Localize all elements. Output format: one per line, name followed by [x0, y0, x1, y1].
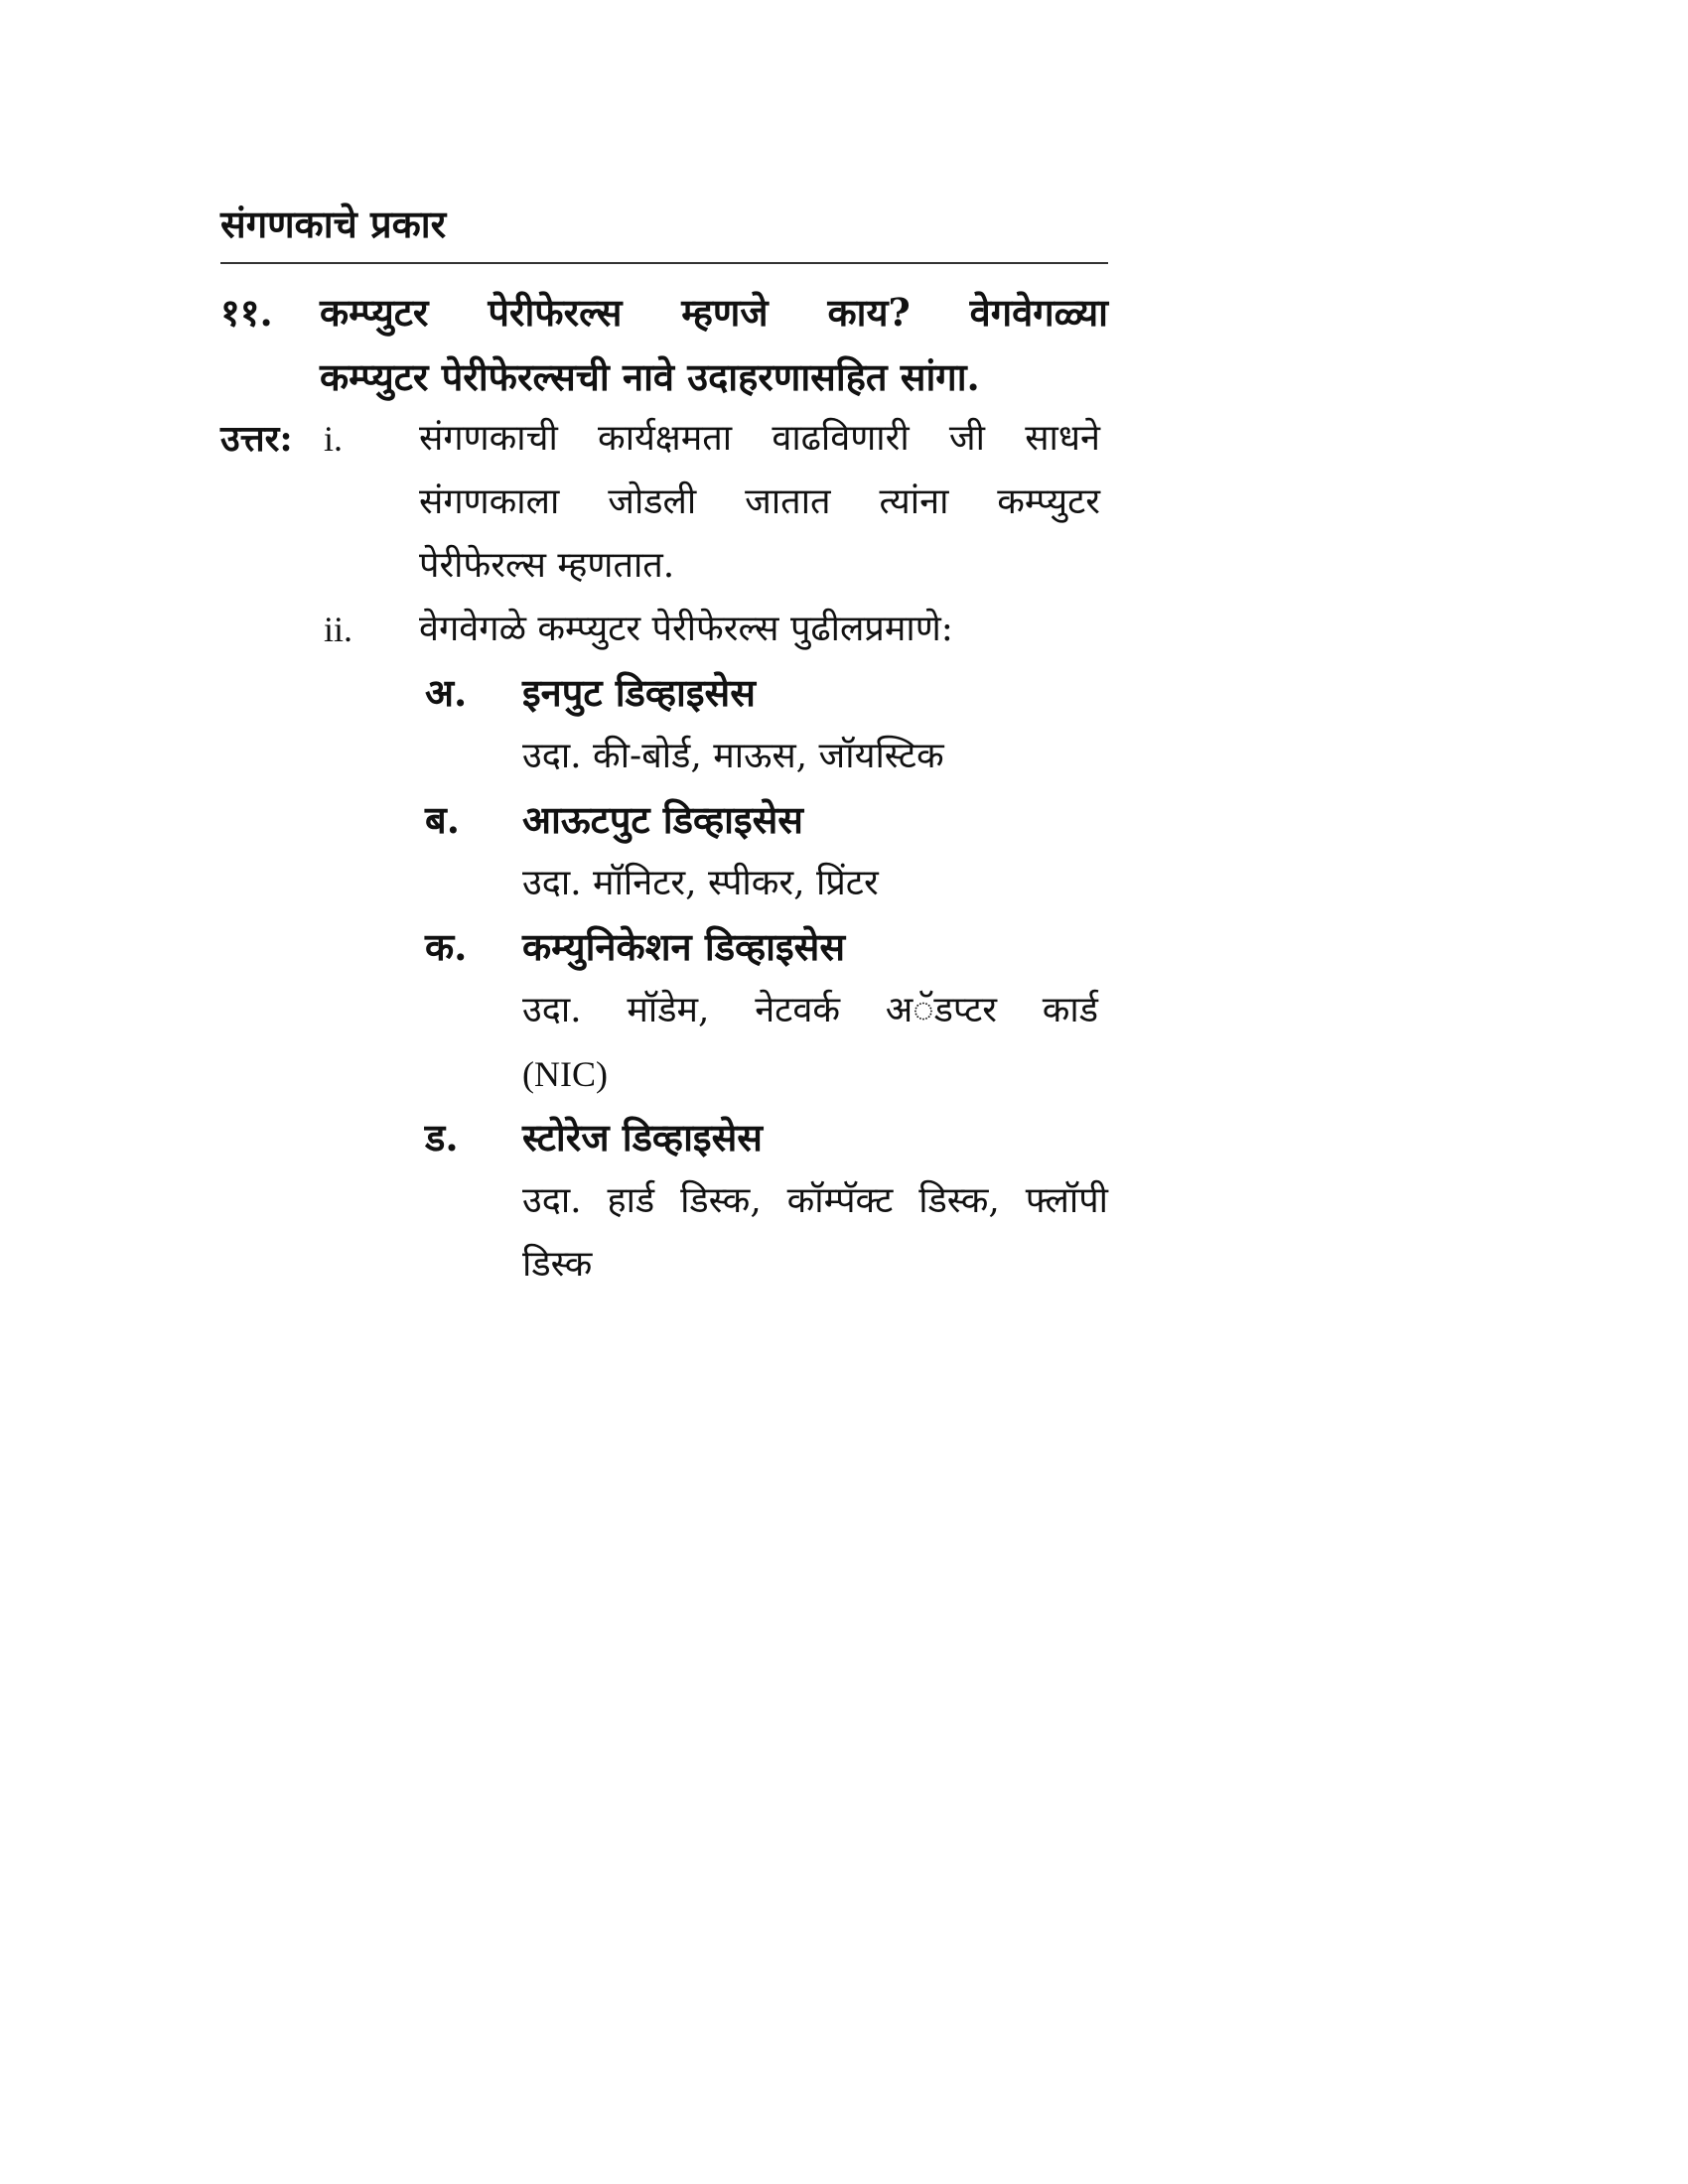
category-letter: अ.: [425, 670, 468, 715]
point-2-text: वेगवेगळे कम्प्युटर पेरीफेरल्स पुढीलप्रमाणे:: [419, 609, 953, 649]
header-divider: [220, 262, 1108, 264]
point-1-marker: i.: [324, 419, 344, 459]
category-example-continued: डिस्क: [522, 1244, 593, 1285]
section-header: संगणकाचे प्रकार: [220, 202, 447, 246]
category-letter: क.: [425, 924, 468, 969]
point-1-line-1: संगणकाची कार्यक्षमता वाढविणारी जी साधने: [419, 418, 1100, 459]
category-title: आऊटपुट डिव्हाइसेस: [522, 797, 803, 842]
point-1-line-3: पेरीफेरल्स म्हणतात.: [419, 545, 675, 586]
category-title: इनपुट डिव्हाइसेस: [522, 670, 756, 715]
question-line-2: कम्प्युटर पेरीफेरल्सची नावे उदाहरणासहित सांगा.: [320, 354, 980, 399]
category-letter: ब.: [425, 797, 460, 842]
category-example: उदा. मॉनिटर, स्पीकर, प्रिंटर: [522, 863, 879, 903]
category-example: उदा. की-बोर्ड, माऊस, जॉयस्टिक: [522, 736, 944, 776]
point-1-line-2: संगणकाला जोडली जातात त्यांना कम्प्युटर: [419, 481, 1100, 522]
category-example-continued: (NIC): [522, 1054, 608, 1094]
category-example: उदा. मॉडेम, नेटवर्क अॅडप्टर कार्ड: [522, 990, 1098, 1030]
category-title: स्टोरेज डिव्हाइसेस: [522, 1115, 763, 1160]
question-number: ११.: [220, 290, 273, 335]
answer-label: उत्तर:: [220, 418, 293, 460]
question-line-1: कम्प्युटर पेरीफेरल्स म्हणजे काय? वेगवेगळ्या: [320, 290, 1108, 335]
category-title: कम्युनिकेशन डिव्हाइसेस: [522, 924, 846, 969]
category-example: उदा. हार्ड डिस्क, कॉम्पॅक्ट डिस्क, फ्लॉपी: [522, 1180, 1108, 1221]
category-letter: ड.: [425, 1115, 459, 1160]
point-2-marker: ii.: [324, 610, 353, 649]
